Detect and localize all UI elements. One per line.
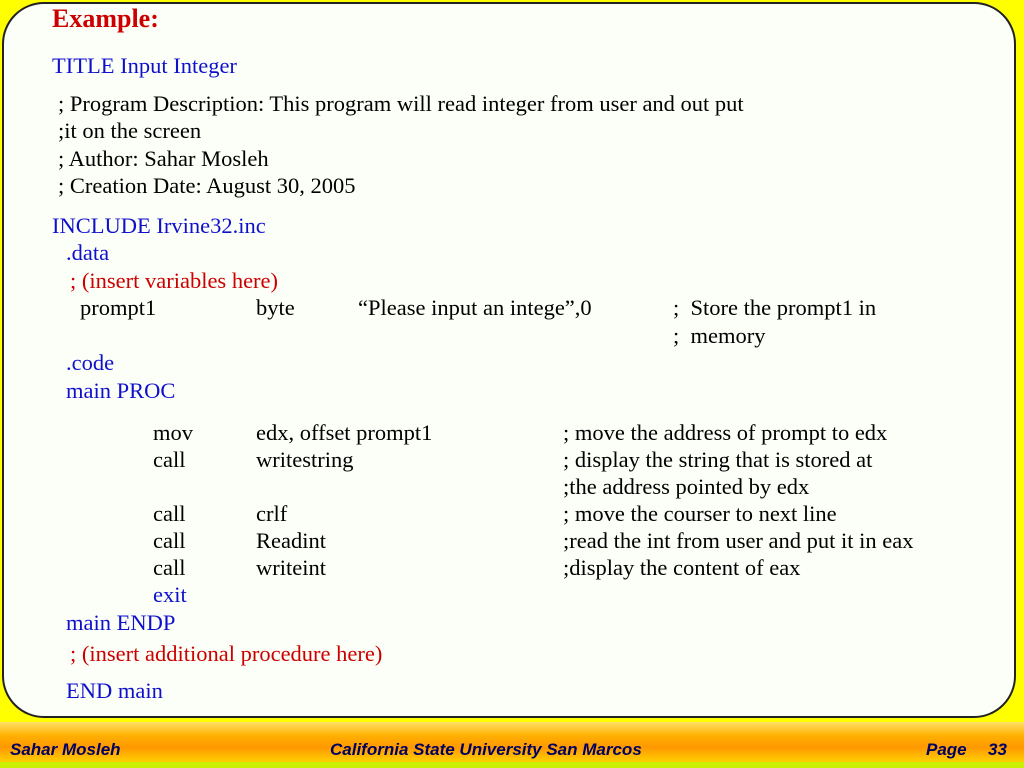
footer-divider: [0, 762, 1024, 768]
instruction-op: mov: [153, 420, 194, 445]
instruction-operand: crlf: [256, 501, 288, 526]
insert-variables-comment: ; (insert variables here): [70, 268, 279, 293]
instruction-op: call: [153, 501, 186, 526]
variable-value: “Please input an intege”,0: [358, 295, 592, 320]
description-line-1: ; Program Description: This program will read integer from user and out put: [58, 91, 744, 116]
main-proc: main PROC: [66, 378, 176, 403]
variable-type: byte: [256, 295, 295, 320]
footer-page-number: 33: [988, 740, 1007, 759]
exit-instruction: exit: [153, 582, 187, 607]
instruction-comment: ; display the string that is stored at: [563, 447, 873, 472]
variable-comment-cont: ; memory: [673, 323, 766, 348]
include-directive: INCLUDE Irvine32.inc: [52, 213, 266, 238]
instruction-operand: writeint: [256, 555, 326, 580]
main-endp: main ENDP: [66, 610, 176, 635]
footer-page-label: Page: [926, 740, 967, 759]
instruction-comment: ;read the int from user and put it in eax: [563, 528, 914, 553]
instruction-operand: Readint: [256, 528, 326, 553]
instruction-comment: ;the address pointed by edx: [563, 474, 810, 499]
description-line-2: ;it on the screen: [58, 118, 202, 143]
footer-author: Sahar Mosleh: [10, 740, 121, 759]
instruction-op: call: [153, 528, 186, 553]
author-line: ; Author: Sahar Mosleh: [58, 146, 269, 171]
instruction-operand: writestring: [256, 447, 354, 472]
insert-procedure-comment: ; (insert additional procedure here): [70, 641, 383, 666]
instruction-op: call: [153, 447, 186, 472]
instruction-comment: ; move the address of prompt to edx: [563, 420, 888, 445]
creation-date-line: ; Creation Date: August 30, 2005: [58, 173, 356, 198]
code-directive: .code: [66, 350, 115, 375]
slide-heading: Example:: [52, 4, 159, 33]
instruction-operand: edx, offset prompt1: [256, 420, 433, 445]
data-directive: .data: [66, 240, 110, 265]
footer-institution: California State University San Marcos: [330, 740, 642, 759]
end-main: END main: [66, 678, 163, 703]
variable-comment: ; Store the prompt1 in: [673, 295, 877, 320]
variable-name: prompt1: [80, 295, 157, 320]
instruction-comment: ; move the courser to next line: [563, 501, 837, 526]
instruction-op: call: [153, 555, 186, 580]
instruction-comment: ;display the content of eax: [563, 555, 801, 580]
title-directive: TITLE Input Integer: [52, 53, 237, 78]
